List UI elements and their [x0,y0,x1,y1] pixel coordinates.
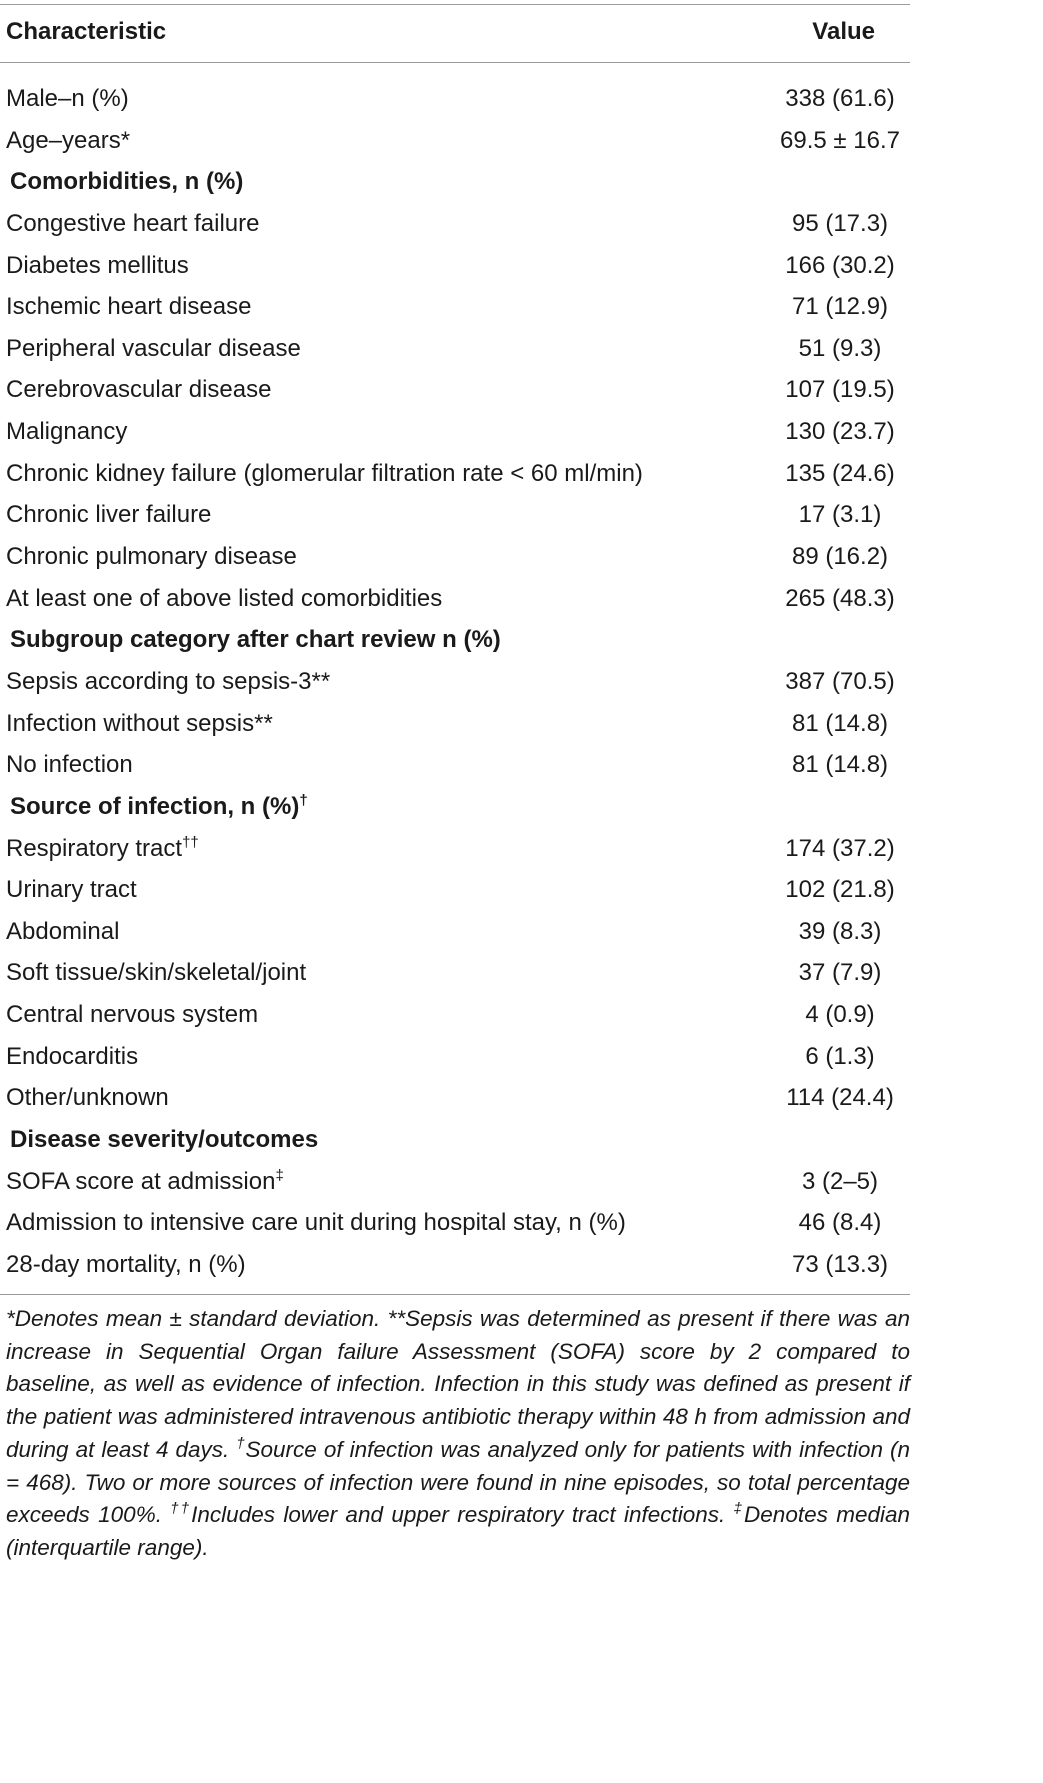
row-value: 95 (17.3) [791,209,889,237]
row-label-text: Malignancy [6,418,128,446]
row-value: 46 (8.4) [798,1209,882,1237]
row-label-text: Chronic kidney failure (glomerular filtration rate < 60 ml/min) [6,459,643,487]
row-label [6,1244,246,1286]
section-header-row [0,619,910,661]
row-label-superscript: †† [182,833,199,851]
table-row [0,994,910,1036]
row-label [6,1161,284,1203]
row-label-text: Chronic liver failure [6,501,212,529]
row-value: 39 (8.3) [798,917,882,945]
row-value: 387 (70.5) [785,667,895,695]
table-row [0,411,910,453]
row-label-text: Central nervous system [6,1001,259,1029]
row-label-text: Peripheral vascular disease [6,334,301,362]
row-label-text: Endocarditis [6,1042,139,1070]
table-header-row [0,18,910,58]
row-label [6,703,273,745]
row-value: 265 (48.3) [785,584,895,612]
row-label [6,411,127,453]
row-value: 81 (14.8) [791,709,889,737]
row-label-text: Other/unknown [6,1084,169,1112]
row-value: 166 (30.2) [785,251,895,279]
table-row [0,120,910,162]
table-row [0,1202,910,1244]
table-row [0,328,910,370]
table-row [0,828,910,870]
table-row [0,1161,910,1203]
footnote-double-dagger: ‡ [733,1500,745,1518]
footnote-dagger: † [236,1434,246,1452]
row-value: 338 (61.6) [785,85,895,112]
table-row [0,1036,910,1078]
table-header-rule [0,62,910,63]
table-row [0,578,910,620]
row-label [6,78,129,120]
row-label [6,494,211,536]
table-row [0,286,910,328]
row-label-text: Abdominal [6,917,120,945]
row-label-text: Age–years* [6,126,131,154]
footnote-part-4: Denotes median (interquartile range). [6,1502,910,1560]
row-label [6,869,137,911]
row-value: 114 (24.4) [786,1084,894,1112]
row-label-text: Congestive heart failure [6,209,260,237]
row-label-text: 28-day mortality, n (%) [6,1250,246,1278]
row-label-superscript: ‡ [275,1166,284,1184]
row-label [6,328,301,370]
row-label [6,578,442,620]
row-value: 73 (13.3) [791,1250,889,1278]
table-row [0,78,910,120]
row-label-text: Infection without sepsis** [6,709,273,737]
table-row [0,369,910,411]
row-label-text: Cerebrovascular disease [6,376,272,404]
row-label-text: Subgroup category after chart review n (%) [10,626,501,654]
row-label-text: Urinary tract [6,876,137,904]
section-header-row [0,1119,910,1161]
section-label [10,786,308,828]
footnote-part-1: *Denotes mean ± standard deviation. **Sepsis was determined as present if there was an increase in Sequential Organ failure Assessment (SOFA) score by 2 compared to baseline, as well as evidence of infection. Infection in this study was defined as present if the patient was administered intravenous antibiotic therapy within 48 h from admission and during at least 4 days. [6,1306,910,1462]
row-value: 17 (3.1) [798,501,882,529]
row-label-text: Male–n (%) [6,85,129,112]
row-label [6,952,306,994]
row-label-text: Disease severity/outcomes [10,1126,319,1154]
row-label [6,203,259,245]
row-value: 37 (7.9) [798,959,882,987]
table-footnote [6,1303,910,1565]
row-label-text: Diabetes mellitus [6,251,189,279]
table-row [0,245,910,287]
row-value: 6 (1.3) [805,1042,875,1070]
table-row [0,703,910,745]
section-header-row [0,786,910,828]
row-label-text: No infection [6,751,133,779]
footnote-part-3: Includes lower and upper respiratory tract infections. [191,1502,734,1528]
table-body [0,78,910,1286]
row-label-text: Admission to intensive care unit during hospital stay, n (%) [6,1209,626,1237]
table-row [0,869,910,911]
row-value: 71 (12.9) [791,293,889,321]
table-row [0,494,910,536]
row-label-text: At least one of above listed comorbidities [6,584,443,612]
table-row [0,453,910,495]
footnote-part-2: Source of infection was analyzed only for patients with infection (n = 468). Two or more sources of infection were found in nine episodes, so total percentage exceeds 100%. [6,1436,911,1528]
row-value: 81 (14.8) [791,751,889,779]
row-value: 102 (21.8) [785,876,895,904]
row-value: 130 (23.7) [785,418,895,446]
row-value: 174 (37.2) [785,834,895,862]
row-label-text: SOFA score at admission [6,1167,276,1195]
row-value: 3 (2–5) [801,1167,879,1195]
row-label [6,369,271,411]
row-label [6,245,189,287]
row-label [6,453,643,495]
row-label-superscript: † [299,791,308,809]
row-label [6,1202,626,1244]
table-top-rule [0,4,910,5]
table-row [0,661,910,703]
row-label [6,286,251,328]
header-characteristic: Characteristic [6,18,167,45]
row-label [6,911,119,953]
row-label [6,1036,138,1078]
row-label-text: Comorbidities, n (%) [10,168,244,196]
row-label-text: Soft tissue/skin/skeletal/joint [6,959,307,987]
row-label-text: Sepsis according to sepsis-3** [6,667,331,695]
section-label [10,161,243,203]
row-label [6,536,297,578]
row-value: 69.5 ± 16.7 [780,126,900,154]
header-value: Value [812,18,875,45]
row-label [6,828,199,870]
table-row [0,744,910,786]
row-value: 135 (24.6) [785,459,895,487]
section-label [10,1119,318,1161]
row-label-text: Source of infection, n (%) [10,792,300,820]
row-label [6,120,130,162]
row-value: 4 (0.9) [805,1001,875,1029]
footnote-double-dagger-pair: †† [170,1500,192,1518]
table-row [0,952,910,994]
section-header-row [0,161,910,203]
row-label [6,1077,169,1119]
table-row [0,1077,910,1119]
row-value: 89 (16.2) [791,543,889,571]
section-label [10,619,501,661]
row-label [6,744,133,786]
table-row [0,1244,910,1286]
row-label-text: Ischemic heart disease [6,293,252,321]
row-label [6,994,258,1036]
table-row [0,203,910,245]
table-row [0,536,910,578]
row-label-text: Respiratory tract [6,834,183,862]
row-label-text: Chronic pulmonary disease [6,543,297,571]
row-label [6,661,330,703]
row-value: 107 (19.5) [785,376,895,404]
row-value: 51 (9.3) [798,334,882,362]
table-row [0,911,910,953]
table-bottom-rule [0,1294,910,1295]
